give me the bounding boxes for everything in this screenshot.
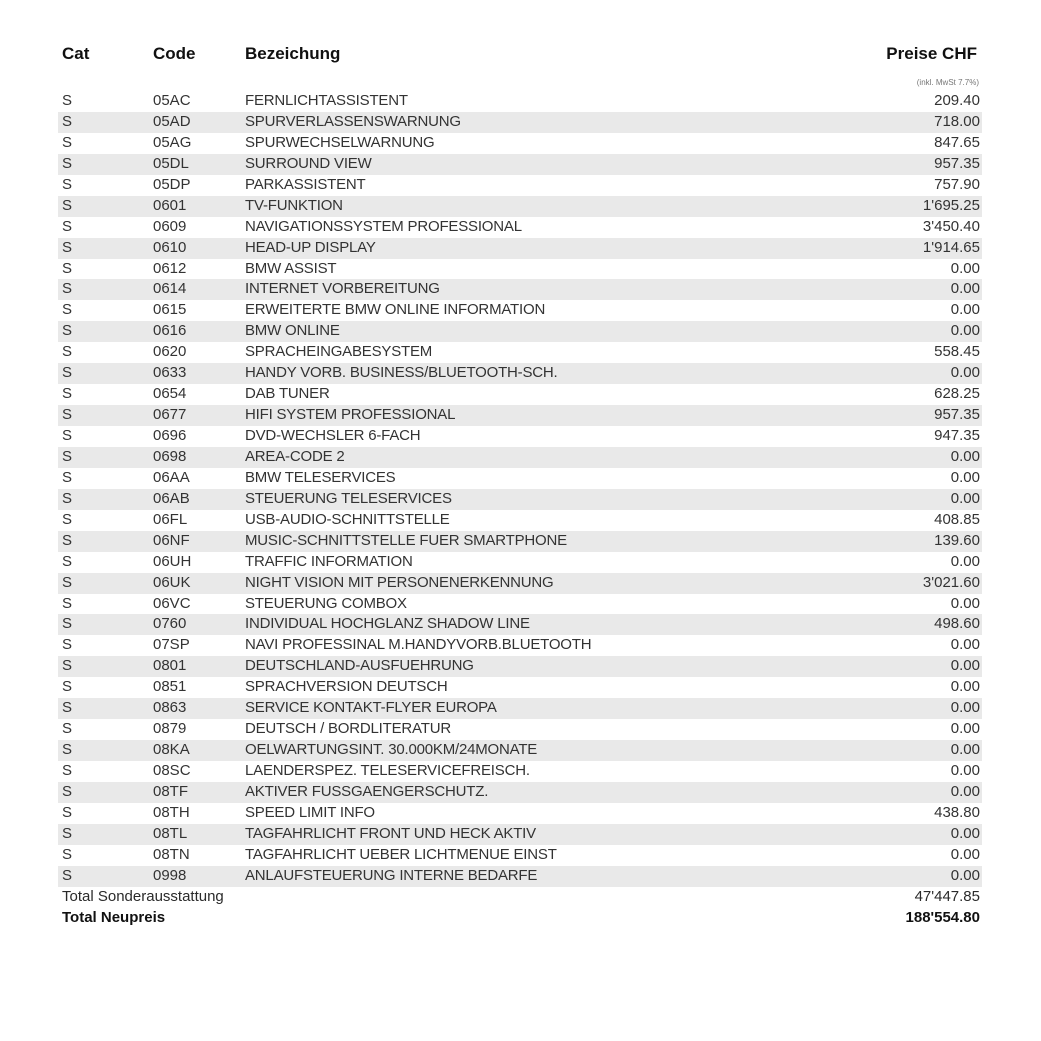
row-cat: S [62, 552, 73, 570]
row-price: 3'021.60 [922, 573, 980, 591]
row-cat: S [62, 531, 73, 549]
header-description: Bezeichung [245, 44, 341, 63]
table-row [58, 175, 982, 196]
table-row [58, 259, 982, 280]
row-code: 06VC [153, 594, 191, 612]
row-price: 139.60 [934, 531, 980, 549]
header-code: Code [153, 44, 196, 63]
row-description: TV-FUNKTION [245, 196, 343, 214]
row-cat: S [62, 133, 73, 151]
row-code: 06UK [153, 573, 191, 591]
table-row [58, 133, 982, 154]
row-description: AKTIVER FUSSGAENGERSCHUTZ. [245, 782, 489, 800]
row-description: HEAD-UP DISPLAY [245, 238, 376, 256]
row-price: 0.00 [950, 447, 980, 465]
row-cat: S [62, 615, 73, 633]
row-description: DEUTSCHLAND-AUSFUEHRUNG [245, 657, 474, 675]
row-code: 05AG [153, 133, 192, 151]
table-row [58, 384, 982, 405]
row-description: SPURVERLASSENSWARNUNG [245, 112, 461, 130]
row-cat: S [62, 175, 73, 193]
row-cat: S [62, 238, 73, 256]
row-price: 0.00 [950, 762, 980, 779]
row-code: 0801 [153, 657, 187, 675]
total-options-row [58, 886, 982, 907]
table-row [58, 573, 982, 594]
row-description: NIGHT VISION MIT PERSONENERKENNUNG [245, 573, 554, 591]
row-description: PARKASSISTENT [245, 175, 366, 193]
row-description: ERWEITERTE BMW ONLINE INFORMATION [245, 301, 546, 319]
row-description: NAVIGATIONSSYSTEM PROFESSIONAL [245, 217, 522, 235]
totals [58, 886, 982, 928]
row-cat: S [62, 741, 73, 759]
table-row [58, 405, 982, 426]
row-description: LAENDERSPEZ. TELESERVICEFREISCH. [245, 762, 530, 779]
row-price: 0.00 [950, 259, 980, 277]
total-new-price-row [58, 907, 982, 928]
row-description: SPRACHEINGABESYSTEM [245, 343, 433, 361]
row-code: 08TN [153, 845, 190, 863]
table-row [58, 614, 982, 635]
table-row [58, 656, 982, 677]
row-price: 0.00 [950, 301, 980, 319]
row-cat: S [62, 489, 73, 507]
row-code: 0698 [153, 447, 187, 465]
row-description: USB-AUDIO-SCHNITTSTELLE [245, 510, 450, 528]
row-price: 847.65 [934, 133, 980, 151]
row-price: 0.00 [950, 741, 980, 759]
total-options-label: Total Sonderausstattung [62, 888, 224, 905]
row-cat: S [62, 343, 73, 361]
table-row [58, 154, 982, 175]
row-code: 06AB [153, 489, 190, 507]
row-code: 0616 [153, 322, 187, 340]
row-cat: S [62, 92, 73, 109]
table-row [58, 489, 982, 510]
row-description: BMW TELESERVICES [245, 468, 396, 486]
row-cat: S [62, 112, 73, 130]
row-code: 05AD [153, 112, 191, 130]
row-description: SPURWECHSELWARNUNG [245, 133, 435, 151]
row-cat: S [62, 468, 73, 486]
row-price: 957.35 [934, 154, 980, 172]
row-price: 0.00 [950, 699, 980, 717]
row-description: SERVICE KONTAKT-FLYER EUROPA [245, 699, 497, 717]
table-row [58, 824, 982, 845]
row-code: 08SC [153, 762, 191, 779]
row-description: HIFI SYSTEM PROFESSIONAL [245, 406, 456, 424]
row-cat: S [62, 845, 73, 863]
row-price: 0.00 [950, 364, 980, 382]
row-cat: S [62, 385, 73, 403]
row-code: 06AA [153, 468, 190, 486]
row-price: 0.00 [950, 657, 980, 675]
table-row [58, 279, 982, 300]
row-price: 408.85 [934, 510, 980, 528]
row-cat: S [62, 636, 73, 654]
row-code: 0610 [153, 238, 187, 256]
row-price: 0.00 [950, 720, 980, 738]
table-row [58, 782, 982, 803]
row-price: 0.00 [950, 782, 980, 800]
row-code: 0654 [153, 385, 187, 403]
table-row [58, 196, 982, 217]
table-row [58, 866, 982, 887]
table-row [58, 238, 982, 259]
table-row [58, 426, 982, 447]
row-description: BMW ASSIST [245, 259, 337, 277]
row-price: 757.90 [934, 175, 980, 193]
row-description: STEUERUNG TELESERVICES [245, 489, 452, 507]
row-code: 0615 [153, 301, 187, 319]
row-code: 06NF [153, 531, 190, 549]
row-cat: S [62, 510, 73, 528]
row-code: 06FL [153, 510, 188, 528]
row-code: 06UH [153, 552, 192, 570]
row-price: 0.00 [950, 866, 980, 884]
table-row [58, 845, 982, 866]
row-description: TAGFAHRLICHT UEBER LICHTMENUE EINST [245, 845, 557, 863]
table-row [58, 552, 982, 573]
row-description: TRAFFIC INFORMATION [245, 552, 413, 570]
table-row [58, 321, 982, 342]
row-description: INTERNET VORBEREITUNG [245, 280, 440, 298]
row-price: 718.00 [934, 112, 980, 130]
row-code: 0601 [153, 196, 187, 214]
table-row [58, 698, 982, 719]
row-price: 0.00 [950, 678, 980, 696]
table-row [58, 635, 982, 656]
row-code: 0620 [153, 343, 187, 361]
row-cat: S [62, 657, 73, 675]
table-header [0, 44, 1041, 70]
row-code: 07SP [153, 636, 190, 654]
row-description: SURROUND VIEW [245, 154, 372, 172]
row-cat: S [62, 803, 73, 821]
row-description: DAB TUNER [245, 385, 330, 403]
table-row [58, 594, 982, 615]
row-price: 209.40 [934, 92, 980, 109]
row-cat: S [62, 720, 73, 738]
row-description: AREA-CODE 2 [245, 447, 345, 465]
total-new-price-value: 188'554.80 [905, 909, 980, 926]
table-row [58, 447, 982, 468]
row-price: 628.25 [934, 385, 980, 403]
table-row [58, 761, 982, 782]
table-row [58, 112, 982, 133]
row-description: SPRACHVERSION DEUTSCH [245, 678, 448, 696]
row-cat: S [62, 259, 73, 277]
row-price: 0.00 [950, 636, 980, 654]
table-row [58, 300, 982, 321]
row-cat: S [62, 301, 73, 319]
row-code: 08KA [153, 741, 190, 759]
options-table [58, 91, 982, 887]
row-cat: S [62, 280, 73, 298]
row-price: 438.80 [934, 803, 980, 821]
row-description: DVD-WECHSLER 6-FACH [245, 427, 421, 444]
row-description: INDIVIDUAL HOCHGLANZ SHADOW LINE [245, 615, 530, 633]
row-description: STEUERUNG COMBOX [245, 594, 407, 612]
row-code: 0879 [153, 720, 187, 738]
table-row [58, 803, 982, 824]
row-code: 08TF [153, 782, 189, 800]
row-description: FERNLICHTASSISTENT [245, 92, 408, 109]
row-description: NAVI PROFESSINAL M.HANDYVORB.BLUETOOTH [245, 636, 592, 654]
row-description: TAGFAHRLICHT FRONT UND HECK AKTIV [245, 824, 536, 842]
header-price: Preise CHF [886, 44, 977, 63]
row-code: 0677 [153, 406, 187, 424]
vat-note: (inkl. MwSt 7.7%) [916, 78, 979, 87]
total-options-value: 47'447.85 [914, 888, 980, 905]
row-price: 0.00 [950, 845, 980, 863]
row-description: OELWARTUNGSINT. 30.000KM/24MONATE [245, 741, 538, 759]
row-code: 0760 [153, 615, 187, 633]
row-description: ANLAUFSTEUERUNG INTERNE BEDARFE [245, 866, 538, 884]
row-code: 0612 [153, 259, 187, 277]
row-price: 0.00 [950, 552, 980, 570]
row-cat: S [62, 427, 73, 444]
row-price: 0.00 [950, 322, 980, 340]
row-description: MUSIC-SCHNITTSTELLE FUER SMARTPHONE [245, 531, 567, 549]
row-price: 3'450.40 [922, 217, 980, 235]
row-code: 0633 [153, 364, 187, 382]
row-cat: S [62, 364, 73, 382]
row-price: 0.00 [950, 468, 980, 486]
row-cat: S [62, 594, 73, 612]
row-price: 1'695.25 [922, 196, 980, 214]
row-code: 0851 [153, 678, 187, 696]
row-code: 05DL [153, 154, 189, 172]
row-cat: S [62, 154, 73, 172]
row-price: 558.45 [934, 343, 980, 361]
row-cat: S [62, 322, 73, 340]
row-code: 0863 [153, 699, 187, 717]
row-description: DEUTSCH / BORDLITERATUR [245, 720, 451, 738]
table-row [58, 740, 982, 761]
row-code: 0998 [153, 866, 187, 884]
table-row [58, 217, 982, 238]
row-cat: S [62, 762, 73, 779]
row-code: 08TL [153, 824, 188, 842]
table-row [58, 677, 982, 698]
total-new-price-label: Total Neupreis [62, 909, 166, 926]
table-row [58, 342, 982, 363]
row-description: SPEED LIMIT INFO [245, 803, 375, 821]
table-row [58, 363, 982, 384]
row-price: 1'914.65 [922, 238, 980, 256]
table-row [58, 91, 982, 112]
table-row [58, 510, 982, 531]
row-code: 0614 [153, 280, 187, 298]
row-code: 0609 [153, 217, 187, 235]
row-cat: S [62, 573, 73, 591]
row-description: HANDY VORB. BUSINESS/BLUETOOTH-SCH. [245, 364, 558, 382]
row-price: 957.35 [934, 406, 980, 424]
row-price: 0.00 [950, 489, 980, 507]
row-cat: S [62, 678, 73, 696]
row-code: 08TH [153, 803, 190, 821]
row-code: 05AC [153, 92, 191, 109]
table-row [58, 531, 982, 552]
row-cat: S [62, 406, 73, 424]
row-price: 0.00 [950, 824, 980, 842]
header-cat: Cat [62, 44, 90, 63]
row-price: 947.35 [934, 427, 980, 444]
row-cat: S [62, 217, 73, 235]
table-row [58, 468, 982, 489]
row-cat: S [62, 196, 73, 214]
table-row [58, 719, 982, 740]
row-code: 05DP [153, 175, 191, 193]
row-cat: S [62, 782, 73, 800]
row-description: BMW ONLINE [245, 322, 340, 340]
row-price: 0.00 [950, 594, 980, 612]
row-price: 498.60 [934, 615, 980, 633]
row-code: 0696 [153, 427, 187, 444]
row-cat: S [62, 447, 73, 465]
row-price: 0.00 [950, 280, 980, 298]
row-cat: S [62, 824, 73, 842]
row-cat: S [62, 699, 73, 717]
row-cat: S [62, 866, 73, 884]
